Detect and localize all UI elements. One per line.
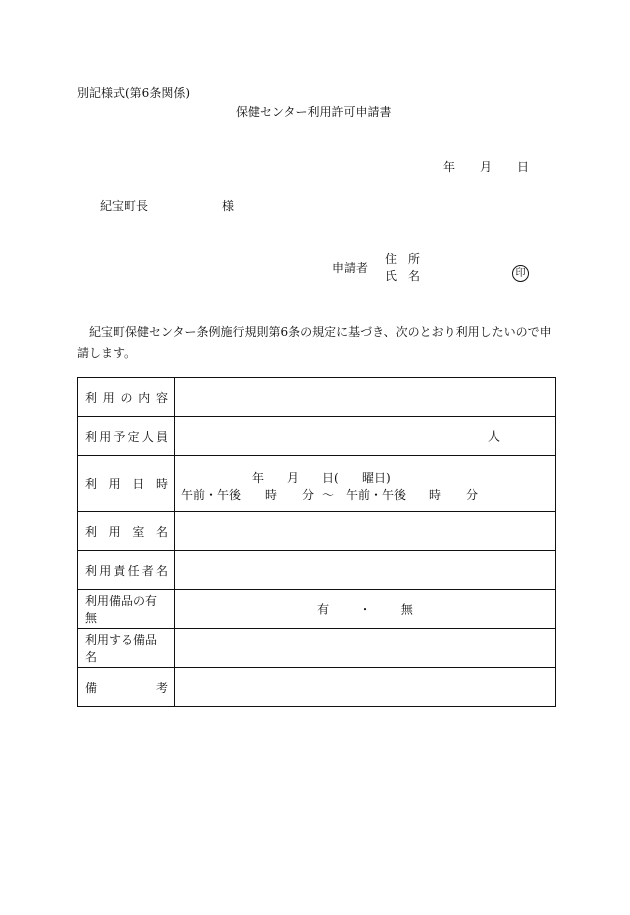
row-equipment xyxy=(78,590,556,629)
end-minute: 分 xyxy=(466,488,479,502)
remarks-field[interactable] xyxy=(175,668,556,707)
expected-people-label xyxy=(78,428,174,445)
label-char: 員 xyxy=(155,429,168,444)
label-char: 容 xyxy=(155,390,168,405)
label-char: 用 xyxy=(99,429,112,444)
purpose-field[interactable] xyxy=(175,378,556,417)
applicant-name-label xyxy=(385,270,420,282)
equipment-options xyxy=(175,601,555,618)
date-label xyxy=(78,475,174,492)
name-char-1: 氏 xyxy=(385,269,398,283)
addressee-honorific: 様 xyxy=(221,199,234,213)
label-char: の xyxy=(120,390,133,405)
equipment-yes[interactable]: 有 xyxy=(317,602,330,617)
applicant-address-label xyxy=(385,253,420,265)
application-table xyxy=(77,377,556,707)
row-purpose xyxy=(78,378,556,417)
equipment-label: 利用備品の有無 xyxy=(85,594,158,625)
label-char: 内 xyxy=(138,390,151,405)
use-month: 月 xyxy=(287,471,300,485)
start-ampm: 午前・午後 xyxy=(181,488,242,502)
label-char: 室 xyxy=(132,524,145,539)
room-field[interactable] xyxy=(175,512,556,551)
date-line-2 xyxy=(181,486,478,503)
remarks-label xyxy=(78,679,174,696)
label-char: 利 xyxy=(85,429,98,444)
label-char: 利 xyxy=(85,524,98,539)
row-expected-people xyxy=(78,417,556,456)
name-char-2: 名 xyxy=(407,269,420,283)
address-char-1: 住 xyxy=(385,252,398,266)
label-char: 用 xyxy=(108,477,121,491)
equipment-no[interactable]: 無 xyxy=(400,602,413,617)
manager-label xyxy=(78,562,174,579)
label-char: 日 xyxy=(132,477,145,491)
manager-field[interactable] xyxy=(175,551,556,590)
label-char: 任 xyxy=(127,563,140,578)
label-char: 責 xyxy=(113,563,126,578)
expected-people-field[interactable] xyxy=(175,417,556,456)
end-hour: 時 xyxy=(429,488,442,502)
equipment-name-label-cell xyxy=(78,629,175,668)
purpose-label xyxy=(78,389,174,406)
label-char: 利 xyxy=(85,390,98,405)
row-manager xyxy=(78,551,556,590)
label-char: 定 xyxy=(127,429,140,444)
equipment-field[interactable] xyxy=(175,590,556,629)
end-ampm: 午前・午後 xyxy=(346,488,407,502)
addressee xyxy=(100,200,234,212)
date-field[interactable] xyxy=(175,456,556,512)
date-label-cell xyxy=(78,456,175,512)
start-hour: 時 xyxy=(265,488,278,502)
room-label xyxy=(78,523,174,540)
equipment-name-field[interactable] xyxy=(175,629,556,668)
equipment-name-label: 利用する備品名 xyxy=(85,633,158,664)
room-label-cell xyxy=(78,512,175,551)
date-line-1 xyxy=(252,469,391,486)
label-char: 人 xyxy=(141,429,154,444)
label-char: 名 xyxy=(155,524,168,539)
purpose-label-cell xyxy=(78,378,175,417)
equipment-label-cell xyxy=(78,590,175,629)
applicant-label: 申請者 xyxy=(332,261,369,275)
label-char: 用 xyxy=(108,524,121,539)
label-char: 利 xyxy=(85,563,98,578)
manager-label-cell xyxy=(78,551,175,590)
label-char: 考 xyxy=(155,680,168,695)
row-date xyxy=(78,456,556,512)
label-char: 利 xyxy=(85,477,98,491)
range-tilde: 〜 xyxy=(322,488,335,502)
row-equipment-name xyxy=(78,629,556,668)
seal-mark: 印 xyxy=(512,265,529,282)
label-char: 時 xyxy=(155,477,168,491)
date-year: 年 xyxy=(443,160,456,174)
label-char: 者 xyxy=(141,563,154,578)
use-year: 年 xyxy=(252,471,265,485)
date-month: 月 xyxy=(479,160,492,174)
start-minute: 分 xyxy=(302,488,315,502)
document-title: 保健センター利用許可申請書 xyxy=(236,105,392,119)
equipment-separator: ・ xyxy=(358,602,371,617)
use-day: 日( xyxy=(322,471,339,485)
intro-paragraph: 紀宝町保健センター条例施行規則第6条の規定に基づき、次のとおり利用したいので申請します。 xyxy=(77,325,552,360)
label-char: 用 xyxy=(102,390,115,405)
label-char: 名 xyxy=(155,563,168,578)
addressee-name: 紀宝町長 xyxy=(100,199,149,213)
address-char-2: 所 xyxy=(407,252,420,266)
use-weekday: 曜日) xyxy=(362,471,391,485)
row-remarks xyxy=(78,668,556,707)
date-day: 日 xyxy=(516,160,529,174)
people-unit: 人 xyxy=(487,429,500,444)
label-char: 予 xyxy=(113,429,126,444)
label-char: 用 xyxy=(99,563,112,578)
remarks-label-cell xyxy=(78,668,175,707)
label-char: 備 xyxy=(85,680,98,695)
row-room xyxy=(78,512,556,551)
expected-people-label-cell xyxy=(78,417,175,456)
form-reference: 別記様式(第6条関係) xyxy=(77,86,190,100)
date-line xyxy=(443,161,529,173)
